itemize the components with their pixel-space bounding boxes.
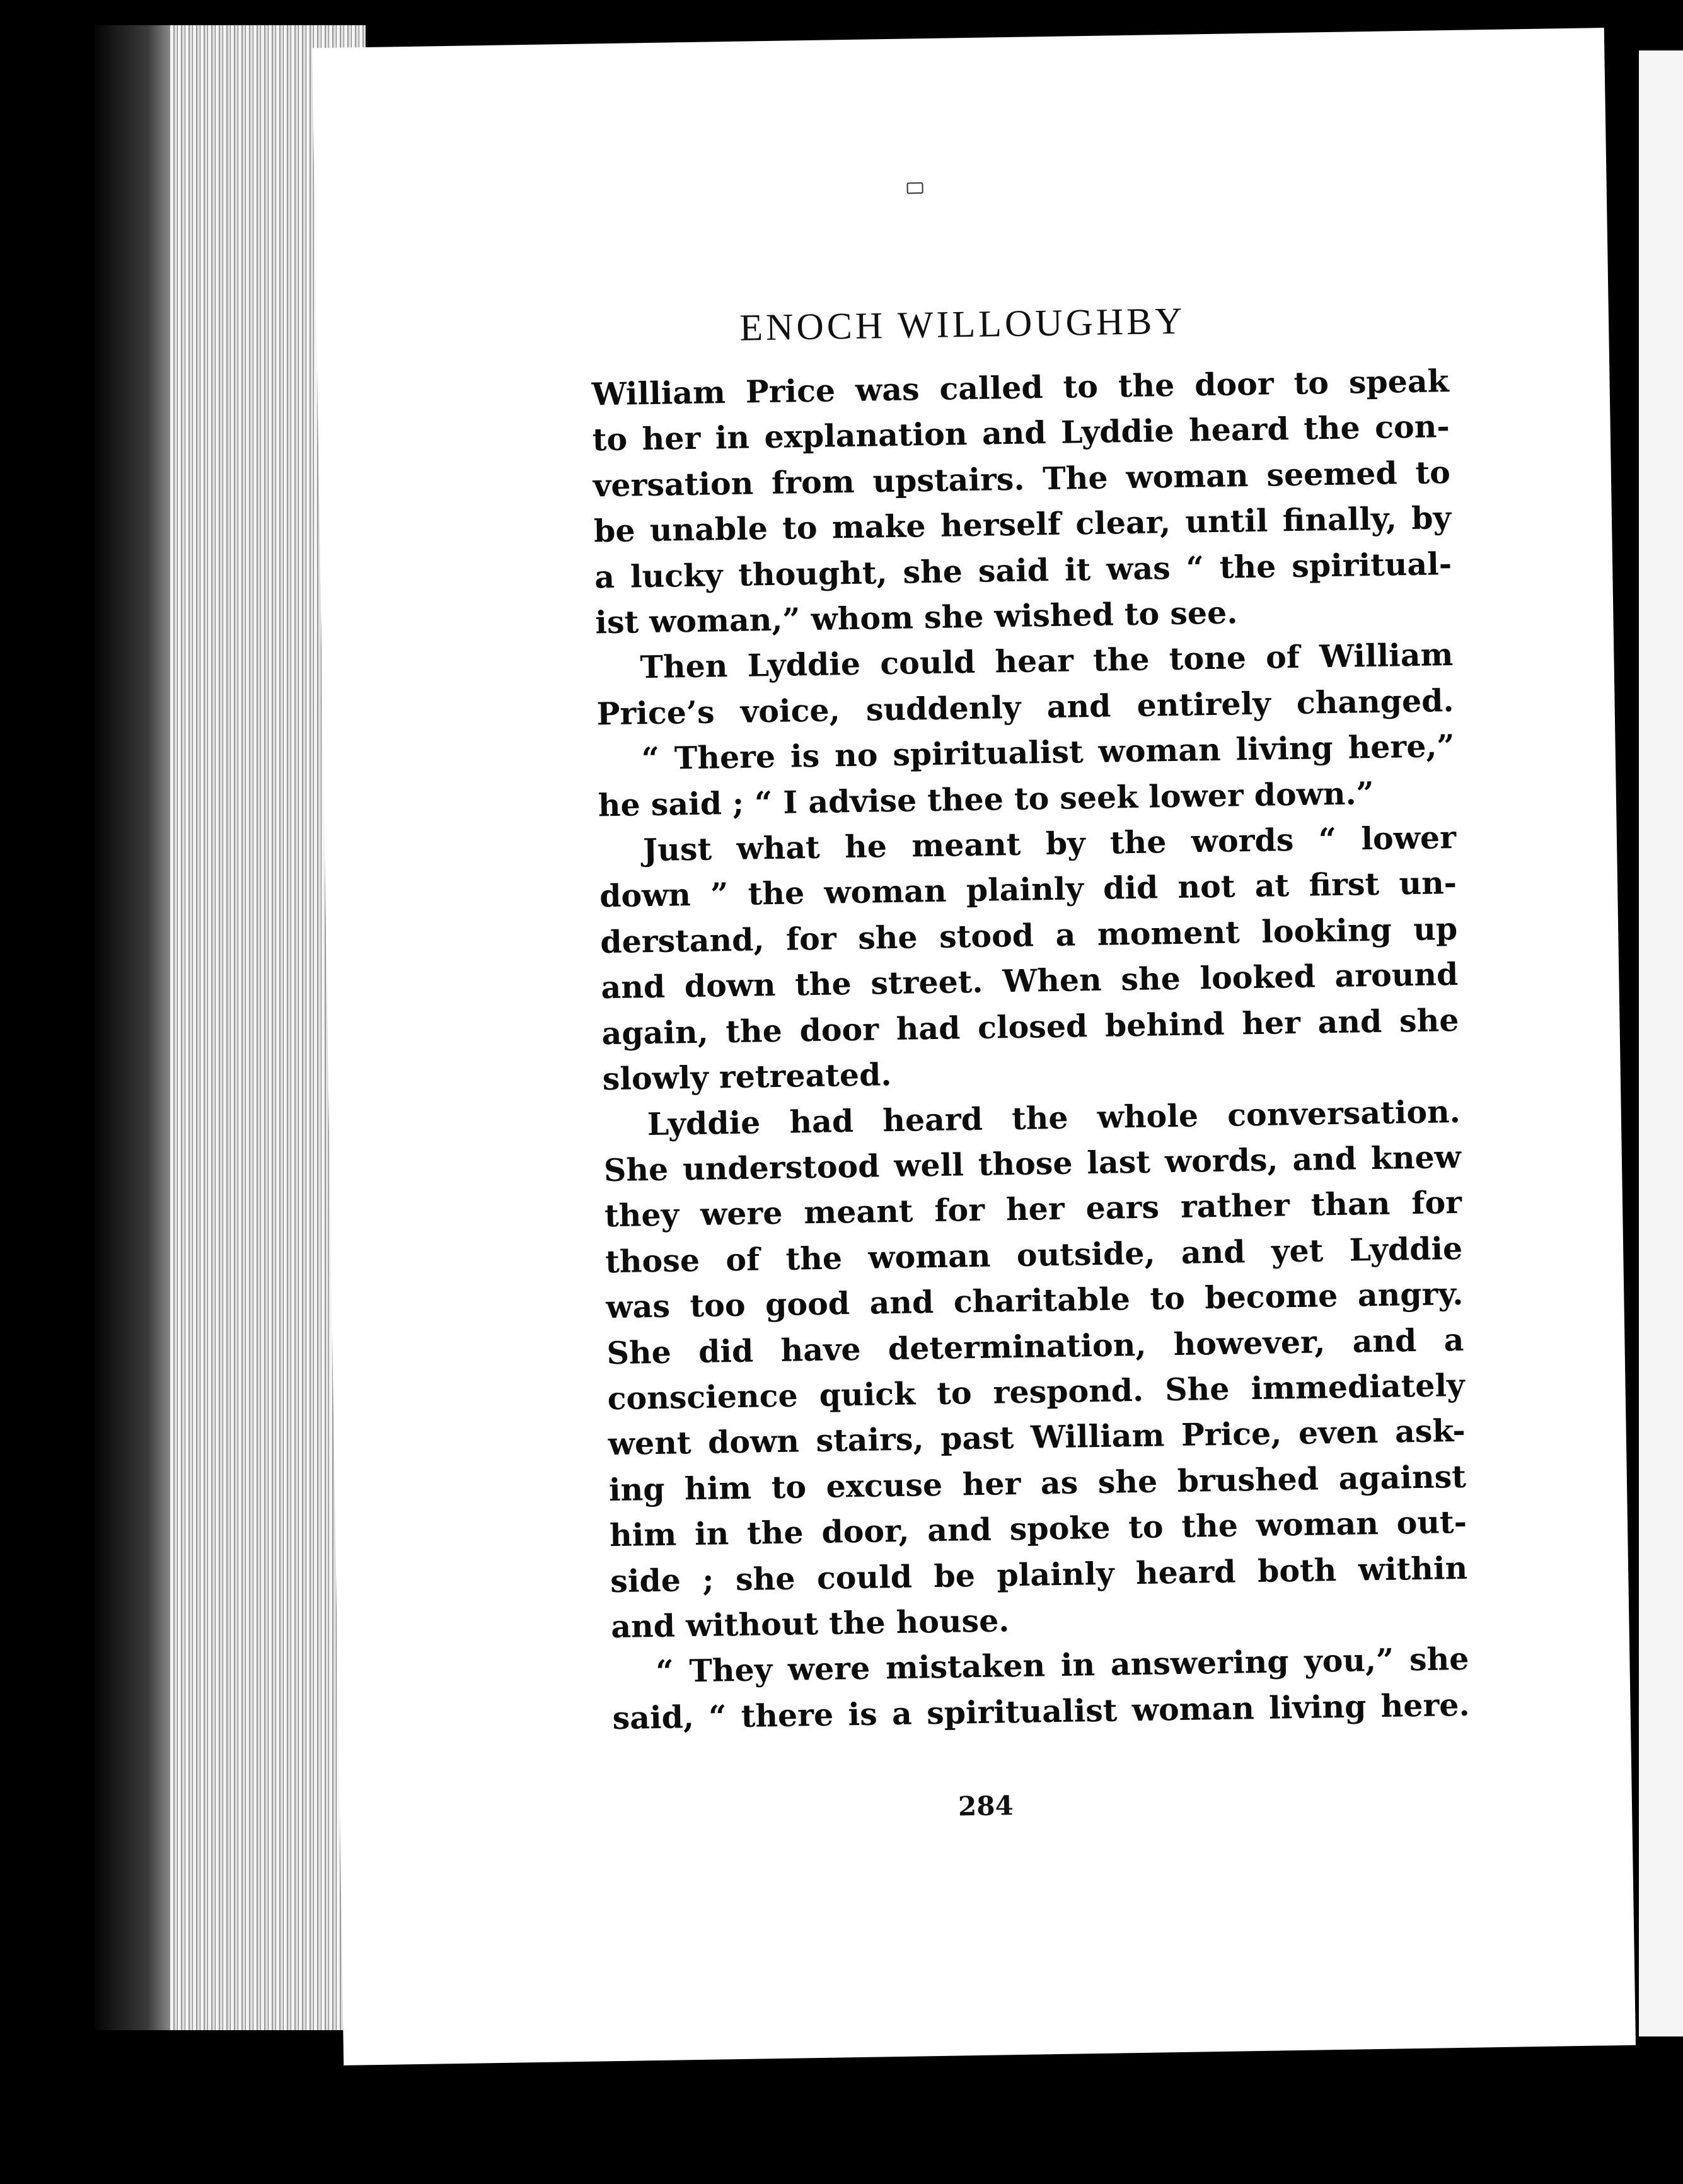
text-line: they were meant for her ears rather than for (604, 1184, 1462, 1234)
text-line: Just what he meant by the words “ lower (642, 819, 1457, 869)
text-line: Lyddie had heard the whole conversation. (647, 1093, 1461, 1142)
text-line: William Price was called to the door to speak (591, 363, 1449, 413)
text-line: side ; she could be plainly heard both within (610, 1549, 1468, 1600)
text-line: “ They were mistaken in answering you,” she (656, 1641, 1469, 1690)
text-line: Price’s voice, suddenly and entirely changed. (596, 682, 1454, 733)
text-line: Then Lyddie could hear the tone of William (640, 636, 1454, 686)
print-mark (906, 182, 923, 194)
text-line: She understood well those last words, and knew (603, 1138, 1462, 1189)
text-line: went down stairs, past William Price, even ask- (608, 1412, 1466, 1463)
text-line: him in the door, and spoke to the woman out- (609, 1503, 1467, 1554)
text-line: said, “ there is a spiritualist woman living here. (612, 1686, 1470, 1736)
text-line: conscience quick to respond. She immediately (607, 1366, 1465, 1417)
text-line: to her in explanation and Lyddie heard the con- (592, 408, 1450, 458)
text-line: slowly retreated. (602, 1056, 892, 1098)
book-page (312, 28, 1636, 2065)
text-line: those of the woman outside, and yet Lyddie (604, 1229, 1463, 1280)
page-number: 284 (957, 1790, 1014, 1822)
page-body-text (591, 358, 1470, 1741)
text-line: ist woman,” whom she wished to see. (594, 594, 1238, 641)
text-line: a lucky thought, she said it was “ the spiritual- (594, 545, 1452, 595)
text-line: ing him to excuse her as she brushed against (608, 1458, 1467, 1508)
text-line: was too good and charitable to become angry. (605, 1275, 1464, 1326)
text-line: he said ; “ I advise thee to seek lower down.” (598, 774, 1375, 823)
text-line: She did have determination, however, and a (606, 1321, 1464, 1371)
text-line: be unable to make herself clear, until finally, by (593, 499, 1452, 550)
facing-page-edge (1639, 50, 1683, 2036)
text-line: down ” the woman plainly did not at first un- (599, 864, 1457, 915)
running-head: ENOCH WILLOUGHBY (739, 299, 1186, 349)
text-line: “ There is no spiritualist woman living here,” (641, 728, 1455, 777)
text-line: and down the street. When she looked around (601, 956, 1459, 1006)
text-line: and without the house. (610, 1602, 1010, 1646)
text-line: derstand, for she stood a moment looking up (599, 910, 1458, 961)
text-line: again, the door had closed behind her and she (601, 1001, 1459, 1052)
text-line: versation from upstairs. The woman seemed to (593, 453, 1451, 504)
